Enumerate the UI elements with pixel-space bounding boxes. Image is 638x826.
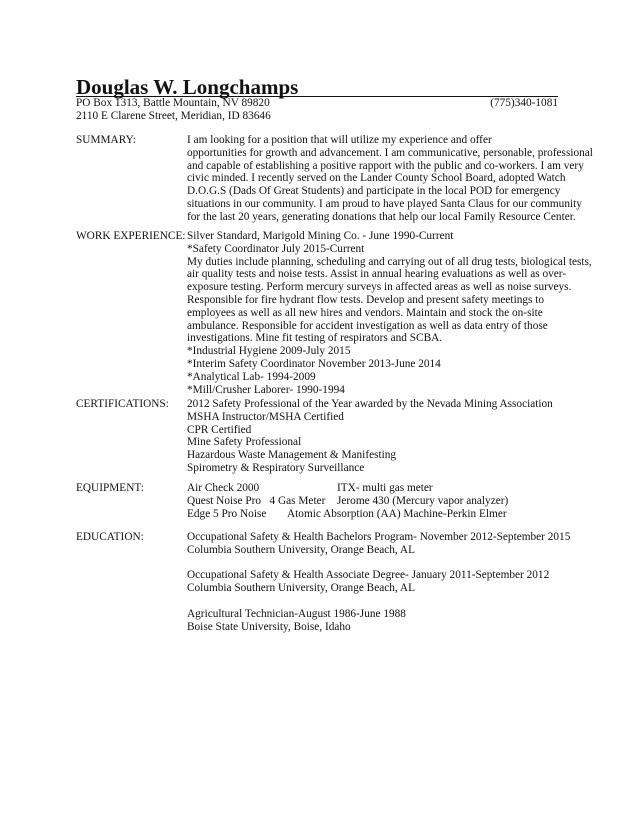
summary-line: opportunities for growth and advancement. I am communicative, personable, professional — [187, 146, 593, 159]
work-line: Silver Standard, Marigold Mining Co. - June 1990-Current — [187, 230, 454, 242]
work-line: *Interim Safety Coordinator November 2013-June 2014 — [187, 357, 441, 370]
equipment-item: ITX- multi gas meter — [337, 482, 433, 494]
education-school: Columbia Southern University, Orange Beach, AL — [187, 543, 415, 556]
summary-label: SUMMARY: — [76, 134, 136, 146]
certification-item: 2012 Safety Professional of the Year awarded by the Nevada Mining Association — [187, 398, 553, 410]
equipment-list — [187, 482, 566, 520]
candidate-name: Douglas W. Longchamps — [76, 75, 299, 99]
equipment-item: Edge 5 Pro Noise — [187, 507, 267, 520]
equipment-row — [187, 495, 566, 508]
spacer — [187, 595, 566, 608]
certifications-label: CERTIFICATIONS: — [76, 398, 169, 410]
work-experience-text — [187, 230, 592, 396]
equipment-item: Jerome 430 (Mercury vapor analyzer) — [337, 494, 509, 507]
work-line: *Mill/Crusher Laborer- 1990-1994 — [187, 383, 345, 396]
work-line: exposure testing. Perform mercury surveys in affected areas as well as noise surveys. — [187, 281, 572, 294]
certifications-list — [187, 398, 566, 475]
equipment-item: Quest Noise Pro 4 Gas Meter — [187, 494, 326, 507]
work-line: employees as well as all new hires and vendors. Maintain and stock the on-site — [187, 306, 543, 319]
education-program: Occupational Safety & Health Bachelors Program- November 2012-September 2015 — [187, 531, 571, 543]
work-line: My duties include planning, scheduling and carrying out of all drug tests, biological tests, — [187, 255, 592, 268]
certification-item: MSHA Instructor/MSHA Certified — [187, 410, 344, 423]
certification-item: Mine Safety Professional — [187, 436, 302, 449]
work-line: *Safety Coordinator July 2015-Current — [187, 242, 365, 255]
work-line: *Analytical Lab- 1994-2009 — [187, 370, 316, 383]
work-line: Responsible for fire hydrant flow tests. Develop and present safety meetings to — [187, 293, 545, 306]
summary-line: D.O.G.S (Dads Of Great Students) and participate in the local POD for emergency — [187, 185, 561, 198]
summary-line: I am looking for a position that will utilize my experience and offer — [187, 134, 492, 146]
summary-line: civic minded. I recently served on the Lander County School Board, adopted Watch — [187, 172, 566, 185]
equipment-item: Atomic Absorption (AA) Machine-Perkin Elmer — [287, 507, 507, 520]
education-program: Agricultural Technician-August 1986-June 1988 — [187, 607, 406, 620]
equipment-row — [187, 482, 566, 495]
summary-line: situations in our community. I am proud to have played Santa Claus for our community — [187, 197, 582, 210]
education-school: Boise State University, Boise, Idaho — [187, 620, 351, 633]
address-line-2: 2110 E Clarene Street, Meridian, ID 83646 — [76, 110, 271, 122]
education-label: EDUCATION: — [76, 531, 144, 543]
work-line: *Industrial Hygiene 2009-July 2015 — [187, 345, 351, 358]
equipment-row — [187, 508, 566, 521]
spacer — [187, 557, 566, 570]
work-line: air quality tests and noise tests. Assist in annual hearing evaluations as well as over- — [187, 268, 567, 281]
education-list — [187, 531, 571, 633]
summary-line: and capable of establishing a positive rapport with the public and co-workers. I am very — [187, 159, 584, 172]
work-line: investigations. Mine fit testing of respirators and SCBA. — [187, 332, 443, 345]
education-school: Columbia Southern University, Orange Beach, AL — [187, 582, 415, 595]
equipment-item: Air Check 2000 — [187, 482, 260, 494]
phone-number: (775)340-1081 — [490, 97, 558, 109]
summary-text — [187, 134, 593, 224]
equipment-label: EQUIPMENT: — [76, 482, 144, 494]
certification-item: CPR Certified — [187, 423, 252, 436]
work-experience-label: WORK EXPERIENCE: — [76, 230, 186, 242]
work-line: ambulance. Responsible for accident investigation as well as data entry of those — [187, 319, 548, 332]
certification-item: Spirometry & Respiratory Surveillance — [187, 461, 365, 474]
address-line-1: PO Box 1313, Battle Mountain, NV 89820 — [76, 97, 270, 109]
certification-item: Hazardous Waste Management & Manifesting — [187, 449, 397, 462]
education-program: Occupational Safety & Health Associate Degree- January 2011-September 2012 — [187, 569, 550, 582]
summary-line: for the last 20 years, generating donations that help our local Family Resource Center. — [187, 210, 576, 223]
